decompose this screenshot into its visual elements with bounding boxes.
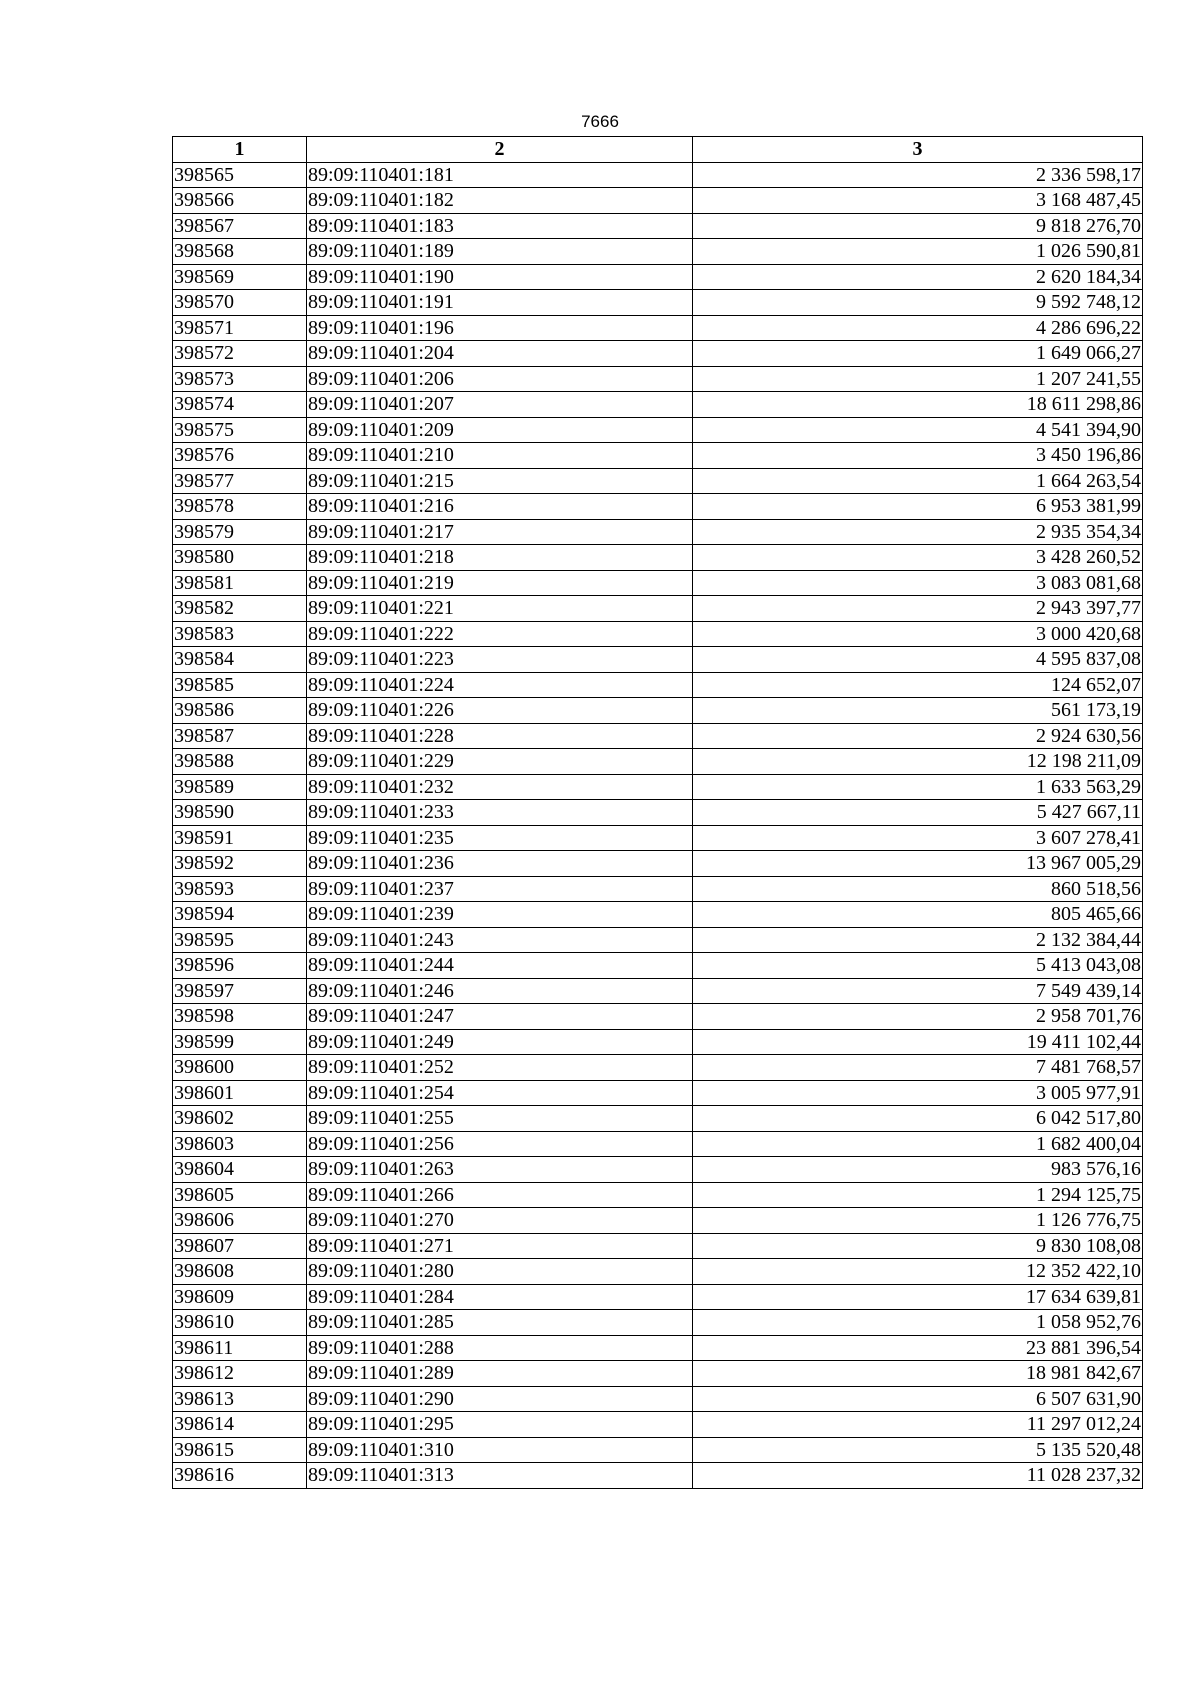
- row-number-cell: 398575: [173, 417, 307, 443]
- cadastral-number-cell: 89:09:110401:235: [307, 825, 693, 851]
- table-header: [173, 137, 1143, 163]
- row-number-cell: 398585: [173, 672, 307, 698]
- cadastral-value-table: [172, 136, 1143, 1489]
- row-number-cell: 398604: [173, 1157, 307, 1183]
- table-row: [173, 1463, 1143, 1489]
- row-number-cell: 398572: [173, 341, 307, 367]
- cadastral-value-cell: 4 286 696,22: [693, 315, 1143, 341]
- row-number-cell: 398589: [173, 774, 307, 800]
- cadastral-value-cell: 11 028 237,32: [693, 1463, 1143, 1489]
- cadastral-value-cell: 2 935 354,34: [693, 519, 1143, 545]
- cadastral-value-cell: 3 168 487,45: [693, 188, 1143, 214]
- table-row: [173, 825, 1143, 851]
- cadastral-number-cell: 89:09:110401:310: [307, 1437, 693, 1463]
- row-number-cell: 398599: [173, 1029, 307, 1055]
- row-number-cell: 398601: [173, 1080, 307, 1106]
- table-row: [173, 1029, 1143, 1055]
- cadastral-value-cell: 6 507 631,90: [693, 1386, 1143, 1412]
- cadastral-value-cell: 2 924 630,56: [693, 723, 1143, 749]
- cadastral-value-cell: 3 083 081,68: [693, 570, 1143, 596]
- cadastral-value-cell: 3 005 977,91: [693, 1080, 1143, 1106]
- cadastral-value-cell: 1 633 563,29: [693, 774, 1143, 800]
- row-number-cell: 398610: [173, 1310, 307, 1336]
- cadastral-value-cell: 1 664 263,54: [693, 468, 1143, 494]
- cadastral-number-cell: 89:09:110401:224: [307, 672, 693, 698]
- row-number-cell: 398587: [173, 723, 307, 749]
- table-row: [173, 902, 1143, 928]
- column-header-1: 1: [173, 137, 307, 163]
- row-number-cell: 398570: [173, 290, 307, 316]
- row-number-cell: 398571: [173, 315, 307, 341]
- cadastral-number-cell: 89:09:110401:290: [307, 1386, 693, 1412]
- cadastral-number-cell: 89:09:110401:196: [307, 315, 693, 341]
- table-row: [173, 596, 1143, 622]
- row-number-cell: 398606: [173, 1208, 307, 1234]
- table-row: [173, 1157, 1143, 1183]
- table-row: [173, 1131, 1143, 1157]
- cadastral-number-cell: 89:09:110401:243: [307, 927, 693, 953]
- row-number-cell: 398576: [173, 443, 307, 469]
- cadastral-number-cell: 89:09:110401:226: [307, 698, 693, 724]
- row-number-cell: 398567: [173, 213, 307, 239]
- cadastral-value-cell: 9 818 276,70: [693, 213, 1143, 239]
- cadastral-value-cell: 2 336 598,17: [693, 162, 1143, 188]
- table-row: [173, 1080, 1143, 1106]
- table-row: [173, 315, 1143, 341]
- cadastral-number-cell: 89:09:110401:204: [307, 341, 693, 367]
- row-number-cell: 398590: [173, 800, 307, 826]
- cadastral-number-cell: 89:09:110401:207: [307, 392, 693, 418]
- row-number-cell: 398583: [173, 621, 307, 647]
- row-number-cell: 398611: [173, 1335, 307, 1361]
- row-number-cell: 398584: [173, 647, 307, 673]
- table-row: [173, 876, 1143, 902]
- row-number-cell: 398574: [173, 392, 307, 418]
- row-number-cell: 398582: [173, 596, 307, 622]
- cadastral-value-cell: 983 576,16: [693, 1157, 1143, 1183]
- cadastral-number-cell: 89:09:110401:232: [307, 774, 693, 800]
- cadastral-value-cell: 6 953 381,99: [693, 494, 1143, 520]
- column-header-2: 2: [307, 137, 693, 163]
- table-row: [173, 698, 1143, 724]
- page-number: 7666: [581, 112, 619, 131]
- table-row: [173, 494, 1143, 520]
- table-row: [173, 213, 1143, 239]
- row-number-cell: 398579: [173, 519, 307, 545]
- cadastral-value-cell: 2 958 701,76: [693, 1004, 1143, 1030]
- table-row: [173, 672, 1143, 698]
- cadastral-number-cell: 89:09:110401:289: [307, 1361, 693, 1387]
- cadastral-value-cell: 4 541 394,90: [693, 417, 1143, 443]
- cadastral-number-cell: 89:09:110401:255: [307, 1106, 693, 1132]
- cadastral-value-cell: 7 481 768,57: [693, 1055, 1143, 1081]
- cadastral-value-cell: 3 450 196,86: [693, 443, 1143, 469]
- cadastral-number-cell: 89:09:110401:191: [307, 290, 693, 316]
- row-number-cell: 398607: [173, 1233, 307, 1259]
- cadastral-number-cell: 89:09:110401:190: [307, 264, 693, 290]
- cadastral-number-cell: 89:09:110401:222: [307, 621, 693, 647]
- row-number-cell: 398566: [173, 188, 307, 214]
- cadastral-value-cell: 12 198 211,09: [693, 749, 1143, 775]
- table-row: [173, 927, 1143, 953]
- table-row: [173, 1361, 1143, 1387]
- table-row: [173, 162, 1143, 188]
- row-number-cell: 398581: [173, 570, 307, 596]
- cadastral-number-cell: 89:09:110401:285: [307, 1310, 693, 1336]
- column-header-3: 3: [693, 137, 1143, 163]
- cadastral-value-cell: 860 518,56: [693, 876, 1143, 902]
- cadastral-number-cell: 89:09:110401:288: [307, 1335, 693, 1361]
- table-row: [173, 978, 1143, 1004]
- table-row: [173, 468, 1143, 494]
- table-row: [173, 545, 1143, 571]
- cadastral-value-cell: 1 207 241,55: [693, 366, 1143, 392]
- cadastral-number-cell: 89:09:110401:239: [307, 902, 693, 928]
- row-number-cell: 398595: [173, 927, 307, 953]
- cadastral-number-cell: 89:09:110401:313: [307, 1463, 693, 1489]
- cadastral-value-cell: 5 413 043,08: [693, 953, 1143, 979]
- cadastral-number-cell: 89:09:110401:206: [307, 366, 693, 392]
- table-row: [173, 519, 1143, 545]
- cadastral-number-cell: 89:09:110401:236: [307, 851, 693, 877]
- cadastral-number-cell: 89:09:110401:215: [307, 468, 693, 494]
- cadastral-number-cell: 89:09:110401:182: [307, 188, 693, 214]
- table-row: [173, 1055, 1143, 1081]
- cadastral-number-cell: 89:09:110401:249: [307, 1029, 693, 1055]
- table-row: [173, 1310, 1143, 1336]
- table-row: [173, 290, 1143, 316]
- cadastral-number-cell: 89:09:110401:246: [307, 978, 693, 1004]
- table-row: [173, 1106, 1143, 1132]
- table-row: [173, 188, 1143, 214]
- cadastral-number-cell: 89:09:110401:266: [307, 1182, 693, 1208]
- cadastral-value-cell: 13 967 005,29: [693, 851, 1143, 877]
- table-row: [173, 851, 1143, 877]
- cadastral-number-cell: 89:09:110401:210: [307, 443, 693, 469]
- row-number-cell: 398592: [173, 851, 307, 877]
- table-row: [173, 749, 1143, 775]
- cadastral-value-cell: 19 411 102,44: [693, 1029, 1143, 1055]
- cadastral-value-cell: 5 427 667,11: [693, 800, 1143, 826]
- cadastral-number-cell: 89:09:110401:254: [307, 1080, 693, 1106]
- row-number-cell: 398569: [173, 264, 307, 290]
- row-number-cell: 398596: [173, 953, 307, 979]
- row-number-cell: 398614: [173, 1412, 307, 1438]
- row-number-cell: 398568: [173, 239, 307, 265]
- cadastral-value-cell: 561 173,19: [693, 698, 1143, 724]
- cadastral-number-cell: 89:09:110401:263: [307, 1157, 693, 1183]
- cadastral-value-cell: 11 297 012,24: [693, 1412, 1143, 1438]
- table-row: [173, 1208, 1143, 1234]
- cadastral-value-cell: 1 126 776,75: [693, 1208, 1143, 1234]
- cadastral-value-cell: 9 592 748,12: [693, 290, 1143, 316]
- row-number-cell: 398598: [173, 1004, 307, 1030]
- cadastral-number-cell: 89:09:110401:252: [307, 1055, 693, 1081]
- cadastral-number-cell: 89:09:110401:233: [307, 800, 693, 826]
- table-row: [173, 443, 1143, 469]
- cadastral-value-cell: 18 981 842,67: [693, 1361, 1143, 1387]
- cadastral-value-cell: 1 058 952,76: [693, 1310, 1143, 1336]
- cadastral-value-cell: 17 634 639,81: [693, 1284, 1143, 1310]
- cadastral-value-cell: 7 549 439,14: [693, 978, 1143, 1004]
- row-number-cell: 398600: [173, 1055, 307, 1081]
- table-row: [173, 341, 1143, 367]
- table-row: [173, 800, 1143, 826]
- table-row: [173, 1182, 1143, 1208]
- cadastral-value-cell: 6 042 517,80: [693, 1106, 1143, 1132]
- cadastral-number-cell: 89:09:110401:280: [307, 1259, 693, 1285]
- table-row: [173, 1335, 1143, 1361]
- row-number-cell: 398613: [173, 1386, 307, 1412]
- cadastral-number-cell: 89:09:110401:256: [307, 1131, 693, 1157]
- table-row: [173, 570, 1143, 596]
- cadastral-value-cell: 9 830 108,08: [693, 1233, 1143, 1259]
- table-row: [173, 366, 1143, 392]
- row-number-cell: 398609: [173, 1284, 307, 1310]
- row-number-cell: 398602: [173, 1106, 307, 1132]
- cadastral-value-cell: 3 428 260,52: [693, 545, 1143, 571]
- table-row: [173, 1004, 1143, 1030]
- row-number-cell: 398577: [173, 468, 307, 494]
- table-row: [173, 1284, 1143, 1310]
- row-number-cell: 398612: [173, 1361, 307, 1387]
- cadastral-number-cell: 89:09:110401:218: [307, 545, 693, 571]
- cadastral-value-cell: 3 607 278,41: [693, 825, 1143, 851]
- cadastral-number-cell: 89:09:110401:216: [307, 494, 693, 520]
- cadastral-number-cell: 89:09:110401:181: [307, 162, 693, 188]
- row-number-cell: 398565: [173, 162, 307, 188]
- cadastral-value-cell: 1 294 125,75: [693, 1182, 1143, 1208]
- table-row: [173, 774, 1143, 800]
- cadastral-number-cell: 89:09:110401:189: [307, 239, 693, 265]
- cadastral-number-cell: 89:09:110401:271: [307, 1233, 693, 1259]
- table-row: [173, 1412, 1143, 1438]
- row-number-cell: 398580: [173, 545, 307, 571]
- cadastral-number-cell: 89:09:110401:295: [307, 1412, 693, 1438]
- table-row: [173, 1437, 1143, 1463]
- row-number-cell: 398588: [173, 749, 307, 775]
- row-number-cell: 398591: [173, 825, 307, 851]
- cadastral-value-cell: 2 620 184,34: [693, 264, 1143, 290]
- table-body: [173, 162, 1143, 1488]
- cadastral-value-cell: 5 135 520,48: [693, 1437, 1143, 1463]
- cadastral-value-cell: 1 682 400,04: [693, 1131, 1143, 1157]
- cadastral-value-cell: 18 611 298,86: [693, 392, 1143, 418]
- table-row: [173, 392, 1143, 418]
- header-row: [173, 137, 1143, 163]
- cadastral-number-cell: 89:09:110401:244: [307, 953, 693, 979]
- cadastral-value-cell: 3 000 420,68: [693, 621, 1143, 647]
- table-row: [173, 239, 1143, 265]
- table-row: [173, 647, 1143, 673]
- cadastral-value-cell: 4 595 837,08: [693, 647, 1143, 673]
- cadastral-value-cell: 1 026 590,81: [693, 239, 1143, 265]
- table-row: [173, 264, 1143, 290]
- cadastral-number-cell: 89:09:110401:223: [307, 647, 693, 673]
- cadastral-number-cell: 89:09:110401:209: [307, 417, 693, 443]
- table-row: [173, 1386, 1143, 1412]
- cadastral-number-cell: 89:09:110401:183: [307, 213, 693, 239]
- row-number-cell: 398594: [173, 902, 307, 928]
- cadastral-number-cell: 89:09:110401:217: [307, 519, 693, 545]
- cadastral-number-cell: 89:09:110401:228: [307, 723, 693, 749]
- row-number-cell: 398578: [173, 494, 307, 520]
- table-row: [173, 953, 1143, 979]
- row-number-cell: 398573: [173, 366, 307, 392]
- cadastral-value-cell: 23 881 396,54: [693, 1335, 1143, 1361]
- cadastral-value-cell: 805 465,66: [693, 902, 1143, 928]
- table-row: [173, 1259, 1143, 1285]
- row-number-cell: 398608: [173, 1259, 307, 1285]
- cadastral-number-cell: 89:09:110401:229: [307, 749, 693, 775]
- table-row: [173, 723, 1143, 749]
- row-number-cell: 398605: [173, 1182, 307, 1208]
- cadastral-number-cell: 89:09:110401:284: [307, 1284, 693, 1310]
- table-row: [173, 621, 1143, 647]
- table-row: [173, 1233, 1143, 1259]
- row-number-cell: 398593: [173, 876, 307, 902]
- cadastral-value-cell: 12 352 422,10: [693, 1259, 1143, 1285]
- table-row: [173, 417, 1143, 443]
- cadastral-value-cell: 124 652,07: [693, 672, 1143, 698]
- row-number-cell: 398586: [173, 698, 307, 724]
- cadastral-value-cell: 2 943 397,77: [693, 596, 1143, 622]
- row-number-cell: 398615: [173, 1437, 307, 1463]
- cadastral-value-cell: 1 649 066,27: [693, 341, 1143, 367]
- cadastral-value-cell: 2 132 384,44: [693, 927, 1143, 953]
- cadastral-number-cell: 89:09:110401:237: [307, 876, 693, 902]
- cadastral-number-cell: 89:09:110401:247: [307, 1004, 693, 1030]
- cadastral-number-cell: 89:09:110401:270: [307, 1208, 693, 1234]
- cadastral-number-cell: 89:09:110401:219: [307, 570, 693, 596]
- row-number-cell: 398616: [173, 1463, 307, 1489]
- cadastral-number-cell: 89:09:110401:221: [307, 596, 693, 622]
- row-number-cell: 398603: [173, 1131, 307, 1157]
- row-number-cell: 398597: [173, 978, 307, 1004]
